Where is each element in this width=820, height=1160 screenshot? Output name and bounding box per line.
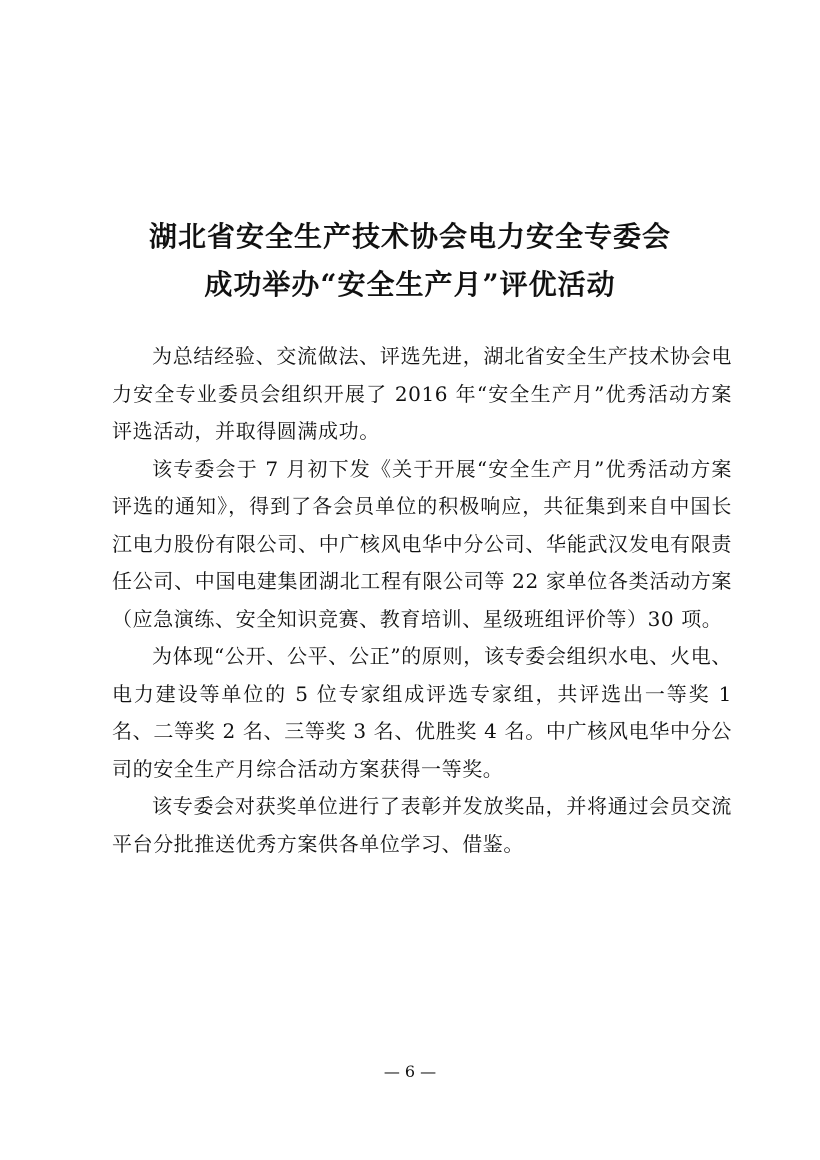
page-number: — 6 —: [383, 1062, 437, 1081]
paragraph: 为总结经验、交流做法、评选先进，湖北省安全生产技术协会电力安全专业委员会组织开展了 2016 年“安全生产月”优秀活动方案评选活动，并取得圆满成功。: [112, 344, 732, 443]
title-line-2: 成功举办“安全生产月”评优活动: [204, 268, 616, 301]
document-body: [112, 338, 732, 863]
paragraph: 该专委会于 7 月初下发《关于开展“安全生产月”优秀活动方案评选的通知》，得到了各会员单位的积极响应，共征集到来自中国长江电力股份有限公司、中广核风电华中分公司、华能武汉发电有限责任公司、中国电建集团湖北工程有限公司等 22 家单位各类活动方案（应急演练、安全知识竞赛、教育培训、星级班组评价等）30 项。: [112, 456, 732, 631]
title-line-1: 湖北省安全生产技术协会电力安全专委会: [148, 220, 671, 253]
paragraph: 为体现“公开、公平、公正”的原则，该专委会组织水电、火电、电力建设等单位的 5 位专家组成评选专家组，共评选出一等奖 1 名、二等奖 2 名、三等奖 3 名、优胜奖 4 名。中广核风电华中分公司的安全生产月综合活动方案获得一等奖。: [112, 644, 732, 781]
document-title: [0, 213, 820, 309]
paragraph: 该专委会对获奖单位进行了表彰并发放奖品，并将通过会员交流平台分批推送优秀方案供各单位学习、借鉴。: [112, 794, 732, 856]
